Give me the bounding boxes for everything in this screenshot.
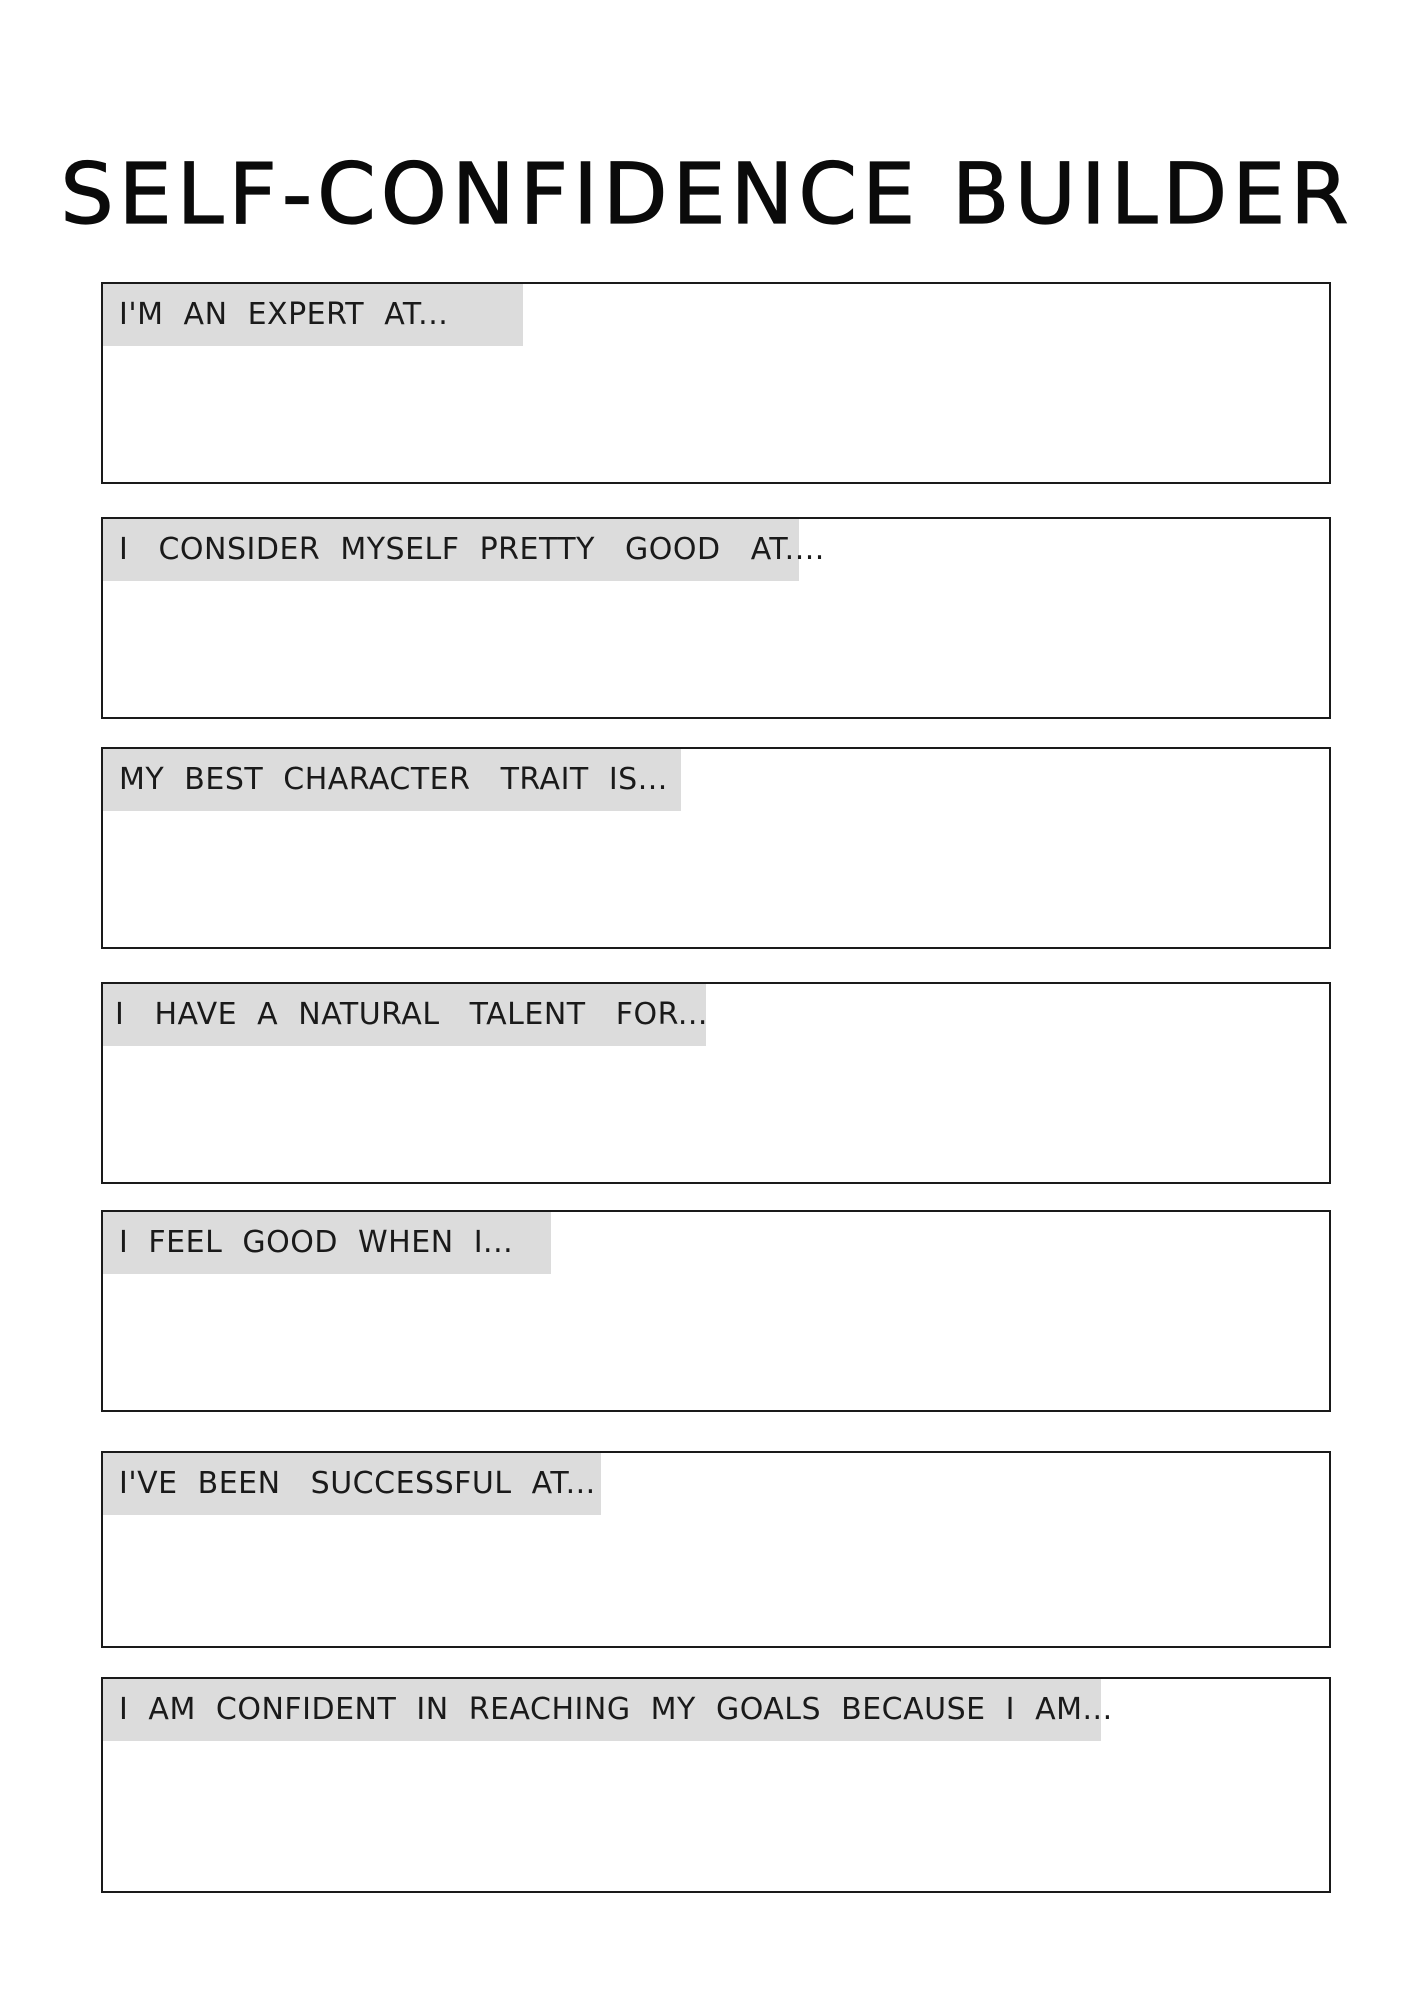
page-title: SELF-CONFIDENCE BUILDER: [60, 145, 1354, 244]
prompt-box-character-trait: [101, 747, 1331, 949]
prompt-label-natural-talent: I HAVE A NATURAL TALENT FOR...: [103, 984, 706, 1046]
write-area-pretty-good[interactable]: [103, 581, 1329, 717]
write-area-confident-goals[interactable]: [103, 1741, 1329, 1891]
write-area-character-trait[interactable]: [103, 811, 1329, 947]
prompt-box-natural-talent: [101, 982, 1331, 1184]
write-area-expert[interactable]: [103, 346, 1329, 482]
prompt-box-confident-goals: [101, 1677, 1331, 1893]
prompt-label-successful: I'VE BEEN SUCCESSFUL AT...: [103, 1453, 601, 1515]
prompt-box-pretty-good: [101, 517, 1331, 719]
prompt-label-pretty-good: I CONSIDER MYSELF PRETTY GOOD AT....: [103, 519, 799, 581]
prompt-label-feel-good: I FEEL GOOD WHEN I...: [103, 1212, 551, 1274]
write-area-feel-good[interactable]: [103, 1274, 1329, 1410]
prompt-label-confident-goals: I AM CONFIDENT IN REACHING MY GOALS BECAUSE I AM...: [103, 1679, 1101, 1741]
prompt-label-expert: I'M AN EXPERT AT...: [103, 284, 523, 346]
prompt-box-successful: [101, 1451, 1331, 1648]
prompt-box-expert: [101, 282, 1331, 484]
write-area-successful[interactable]: [103, 1515, 1329, 1646]
prompt-box-feel-good: [101, 1210, 1331, 1412]
prompt-label-character-trait: MY BEST CHARACTER TRAIT IS...: [103, 749, 681, 811]
write-area-natural-talent[interactable]: [103, 1046, 1329, 1182]
